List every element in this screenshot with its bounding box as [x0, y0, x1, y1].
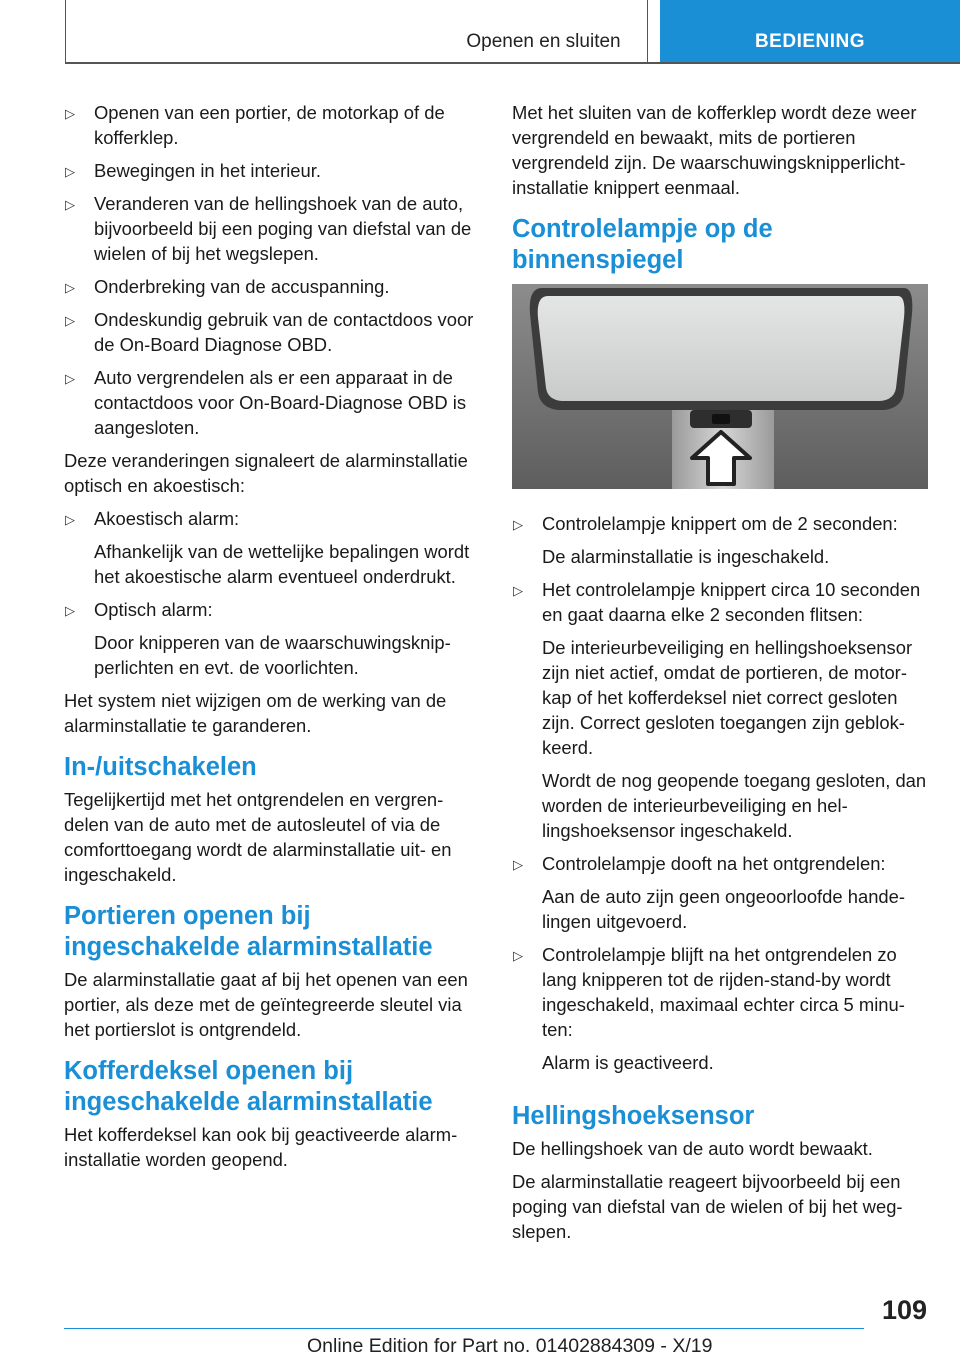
paragraph: De alarminstallatie reageert bijvoorbeeld bij een poging van diefstal van de wielen of bij het wegslepen.: [512, 1171, 903, 1242]
list-item: ▷ Controlelampje knippert om de 2 seconden:: [512, 511, 928, 536]
left-column: [64, 100, 480, 1180]
header-divider: [65, 62, 960, 64]
bullet-triangle-icon: ▷: [513, 948, 523, 963]
section-heading-kofferdeksel: Kofferdeksel openen bij ingeschakelde alarminstallatie: [64, 1057, 433, 1116]
list-item: ▷ Auto vergrendelen als er een apparaat in de contactdoos voor On-Board-Diagnose OBD is aangesloten.: [65, 367, 467, 438]
paragraph: Met het sluiten van de kofferklep wordt deze weer vergrendeld en bewaakt, mits de portieren vergrendeld zijn. De waarschuwingsknipperlichtinstallatie knippert eenmaal.: [512, 102, 917, 198]
bullet-triangle-icon: ▷: [513, 583, 523, 598]
paragraph: De hellingshoek van de auto wordt bewaakt.: [512, 1138, 873, 1159]
list-item: ▷ Bewegingen in het interieur.: [64, 158, 480, 183]
bullet-triangle-icon: ▷: [65, 371, 75, 386]
bullet-triangle-icon: ▷: [65, 512, 75, 527]
bullet-triangle-icon: ▷: [65, 197, 75, 212]
paragraph: Het kofferdeksel kan ook bij geactiveerde alarminstallatie worden geopend.: [64, 1124, 458, 1170]
list-item: ▷ Controlelampje dooft na het ontgrendelen:: [512, 851, 928, 876]
list-item-detail: Door knipperen van de waarschuwingsknipperlichten en evt. de voorlichten.: [94, 632, 451, 678]
footer-edition-text: Online Edition for Part no. 01402884309 - X/19: [307, 1335, 713, 1357]
page-number: 109: [881, 1295, 927, 1325]
bullet-triangle-icon: ▷: [65, 164, 75, 179]
list-item: ▷ Het controlelampje knippert circa 10 seconden en gaat daarna elke 2 seconden flitsen:: [513, 579, 921, 625]
header-section-title: Openen en sluiten: [440, 0, 648, 62]
right-column: [512, 100, 928, 1252]
list-item: ▷ Akoestisch alarm:: [64, 506, 480, 531]
bullet-triangle-icon: ▷: [65, 280, 75, 295]
list-item-detail: Aan de auto zijn geen ongeoorloofde handelingen uitgevoerd.: [542, 886, 906, 932]
section-heading-portieren: Portieren openen bij ingeschakelde alarminstallatie: [64, 902, 433, 961]
list-item-detail: Wordt de nog geopende toegang gesloten, dan worden de interieurbeveiliging en hellingshoeksensor ingeschakeld.: [542, 770, 927, 841]
list-item: ▷ Onderbreking van de accuspanning.: [64, 274, 480, 299]
list-item: ▷ Veranderen van de hellingshoek van de auto, bijvoorbeeld bij een poging van diefstal van de wielen of bij het wegslepen.: [65, 193, 472, 264]
bullet-triangle-icon: ▷: [65, 603, 75, 618]
list-item-detail: De alarminstallatie is ingeschakeld.: [542, 546, 830, 567]
bullet-triangle-icon: ▷: [65, 313, 75, 328]
list-item: ▷ Openen van een portier, de motorkap of de kofferklep.: [65, 102, 445, 148]
paragraph: De alarminstallatie gaat af bij het openen van een portier, als deze met de geïntegreerde sleutel via het portierslot is ontgrendeld.: [64, 969, 468, 1040]
list-item-detail: Alarm is geactiveerd.: [542, 1052, 714, 1073]
paragraph: Het system niet wijzigen om de werking van de alarminstallatie te garanderen.: [64, 690, 447, 736]
section-heading-hellingshoeksensor: Hellingshoeksensor: [512, 1102, 755, 1130]
section-heading-in-uitschakelen: In-/uitschakelen: [64, 753, 257, 781]
bullet-triangle-icon: ▷: [513, 517, 523, 532]
rearview-mirror-illustration: [512, 284, 928, 489]
paragraph: Tegelijkertijd met het ontgrendelen en vergrendelen van de auto met de autosleutel of via de comforttoegang wordt de alarminstallatie uit- en ingeschakeld.: [64, 789, 452, 885]
list-item: ▷ Optisch alarm:: [64, 597, 480, 622]
list-item-detail: Afhankelijk van de wettelijke bepalingen wordt het akoestische alarm eventueel onderdrukt.: [94, 541, 470, 587]
list-item: ▷ Controlelampje blijft na het ontgrendelen zo lang knipperen tot de rijden-stand-by wordt ingeschakeld, maximaal echter circa 5 minuten:: [513, 944, 905, 1040]
header-chapter-tab: BEDIENING: [660, 0, 960, 62]
header-left-rule: [65, 0, 66, 64]
bullet-triangle-icon: ▷: [65, 106, 75, 121]
list-item: ▷ Ondeskundig gebruik van de contactdoos voor de On-Board Diagnose OBD.: [65, 309, 474, 355]
bullet-triangle-icon: ▷: [513, 857, 523, 872]
footer-divider: [64, 1328, 864, 1329]
list-item-detail: De interieurbeveiliging en hellingshoeksensor zijn niet actief, omdat de portieren, de motorkap of het kofferdeksel niet correct gesloten zijn. Correct gesloten toegangen zijn geblokkeerd.: [542, 637, 913, 758]
section-heading-controlelampje: Controlelampje op de binnenspiegel: [512, 215, 773, 274]
paragraph: Deze veranderingen signaleert de alarminstallatie optisch en akoestisch:: [64, 450, 468, 496]
